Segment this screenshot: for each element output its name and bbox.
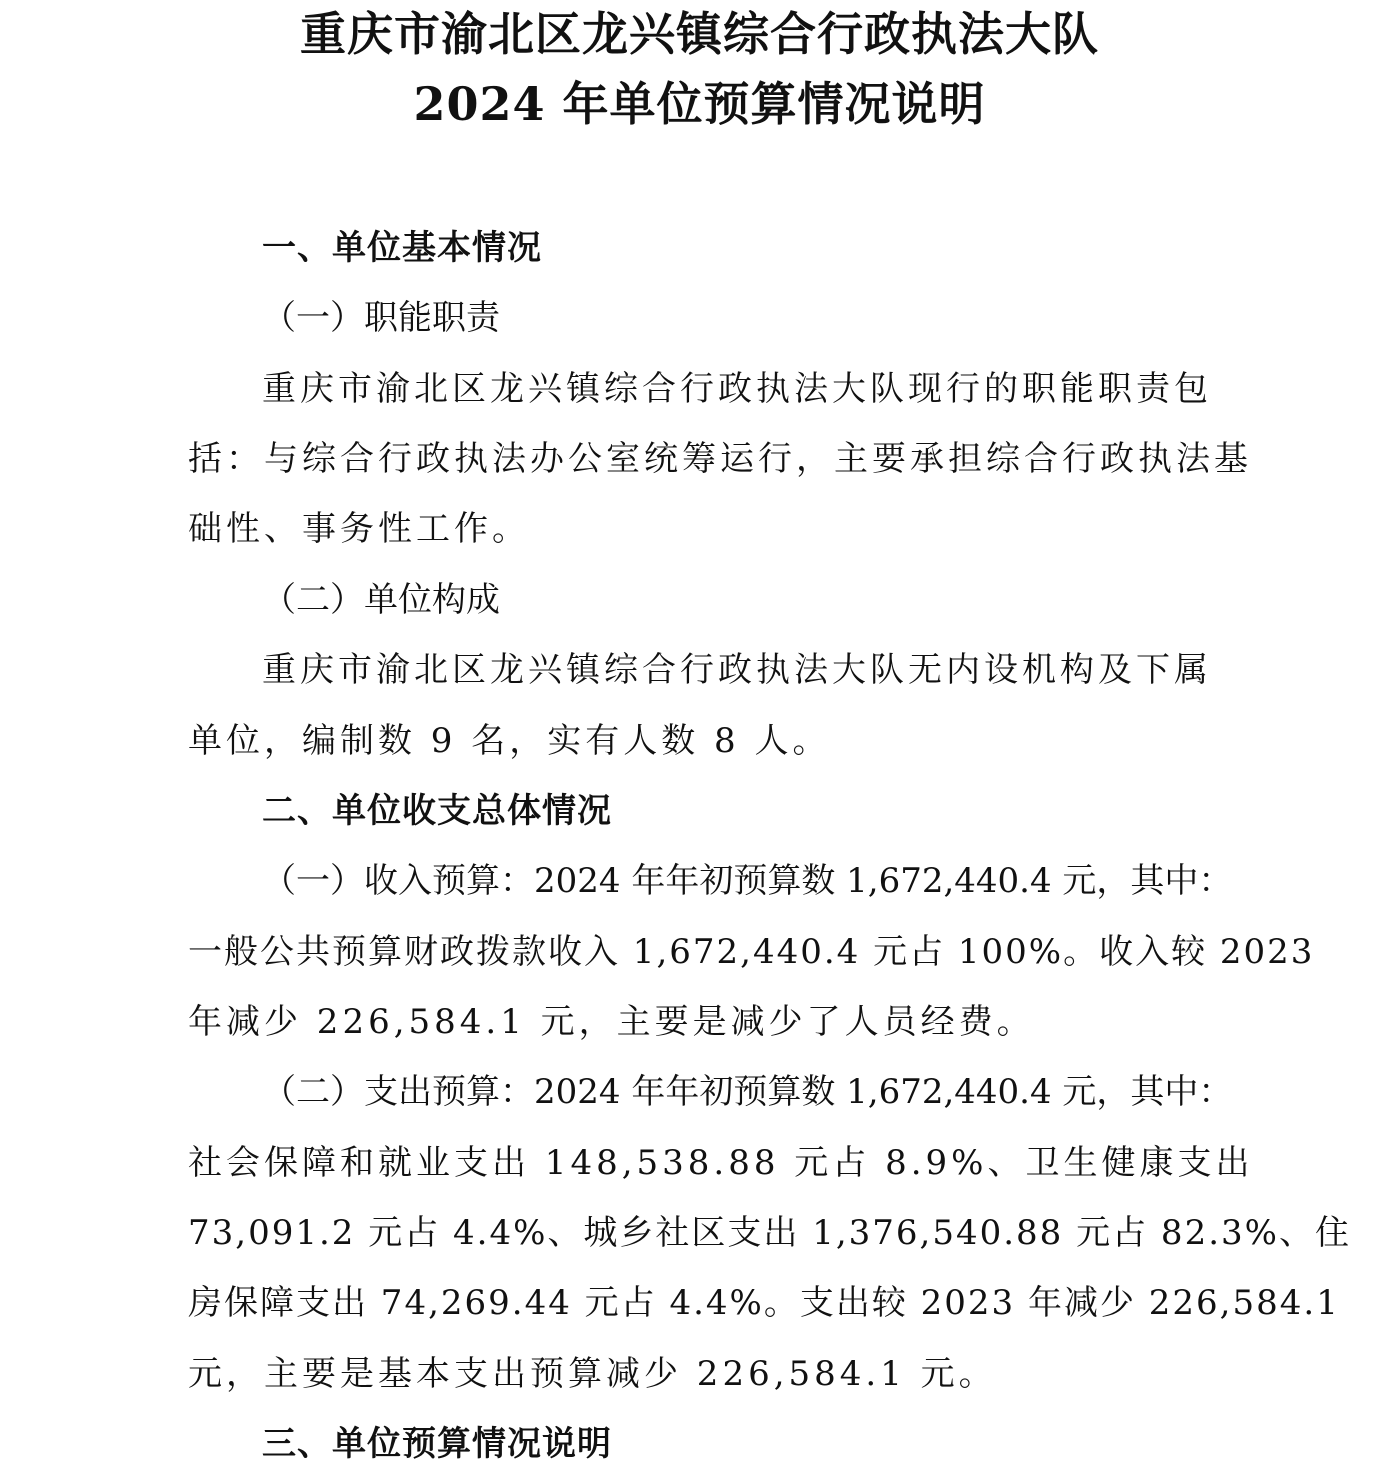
section1-heading: 一、单位基本情况 (262, 228, 542, 268)
income-budget-summary: 2024 年年初预算数 1,672,440.4 元，其中： (534, 861, 1233, 901)
paragraph-line: 础性、事务性工作。 (188, 509, 530, 549)
section3-heading: 三、单位预算情况说明 (262, 1424, 612, 1464)
paragraph-line: 重庆市渝北区龙兴镇综合行政执法大队现行的职能职责包 (262, 369, 1212, 409)
paragraph-line: 重庆市渝北区龙兴镇综合行政执法大队无内设机构及下属 (262, 650, 1212, 690)
document-title-line2: 2024 年单位预算情况说明 (413, 77, 986, 131)
income-budget-label: （一）收入预算： (262, 861, 534, 901)
paragraph-line: 元，主要是基本支出预算减少 226,584.1 元。 (188, 1354, 997, 1394)
income-budget-line (262, 859, 1232, 903)
expense-budget-line (262, 1070, 1232, 1114)
paragraph-line: 73,091.2 元占 4.4%、城乡社区支出 1,376,540.88 元占 82.3%、住 (188, 1213, 1351, 1253)
paragraph-line: 一般公共预算财政拨款收入 1,672,440.4 元占 100%。收入较 2023 (188, 932, 1315, 972)
paragraph-line: 年减少 226,584.1 元，主要是减少了人员经费。 (188, 1002, 1035, 1042)
expense-budget-summary: 2024 年年初预算数 1,672,440.4 元，其中： (534, 1072, 1233, 1112)
paragraph-line: 单位，编制数 9 名，实有人数 8 人。 (188, 721, 831, 761)
section1-sub2-label: （二）单位构成 (262, 580, 500, 620)
paragraph-line: 房保障支出 74,269.44 元占 4.4%。支出较 2023 年减少 226,584.1 (188, 1283, 1340, 1323)
expense-budget-label: （二）支出预算： (262, 1072, 534, 1112)
paragraph-line: 括：与综合行政执法办公室统筹运行，主要承担综合行政执法基 (188, 439, 1252, 479)
section2-heading: 二、单位收支总体情况 (262, 791, 612, 831)
document-title-line1: 重庆市渝北区龙兴镇综合行政执法大队 (300, 7, 1099, 61)
section1-sub1-label: （一）职能职责 (262, 298, 500, 338)
paragraph-line: 社会保障和就业支出 148,538.88 元占 8.9%、卫生健康支出 (188, 1143, 1254, 1183)
